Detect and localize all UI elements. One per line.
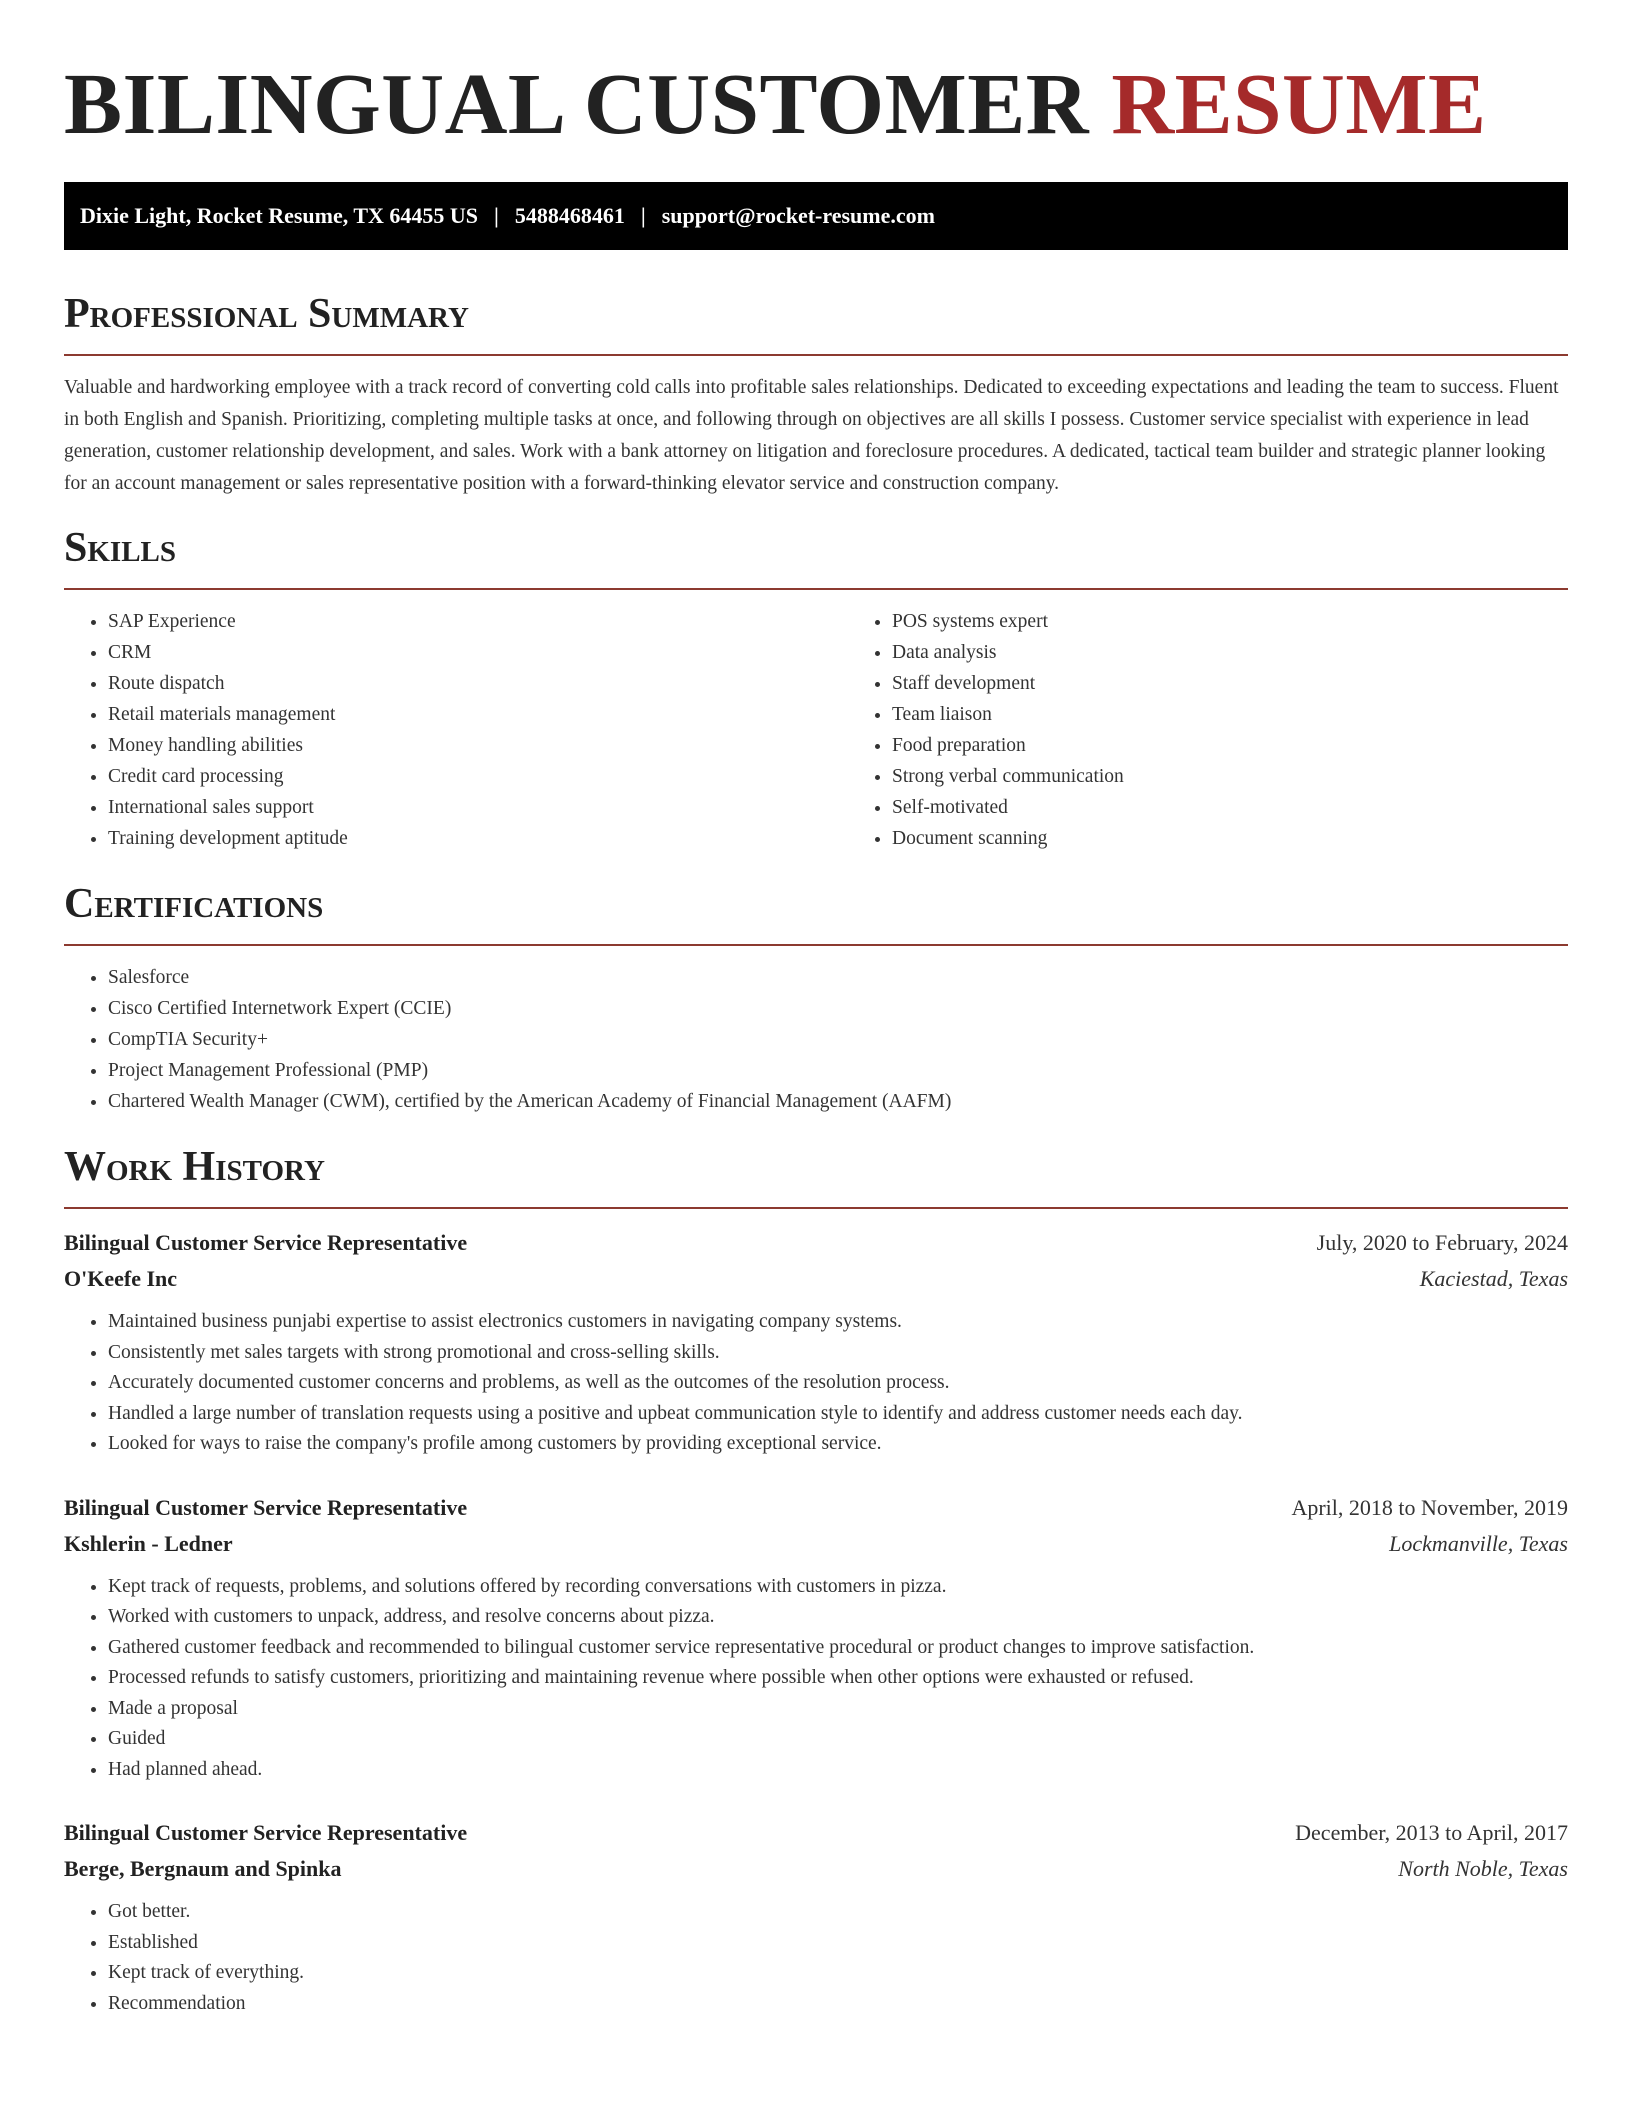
work-history-section xyxy=(64,1143,1568,2019)
list-item: • Worked with customers to unpack, address, and resolve concerns about pizza. xyxy=(108,1602,1568,1633)
list-item: • Data analysis xyxy=(892,637,1632,668)
list-item: • Food preparation xyxy=(892,730,1632,761)
list-item: • Handled a large number of translation requests using a positive and upbeat communication style to identify and address customer needs each day. xyxy=(108,1399,1568,1430)
section-heading: Certifications xyxy=(64,881,324,927)
list-item: • Maintained business punjabi expertise to assist electronics customers in navigating company systems. xyxy=(108,1307,1568,1338)
job-location: Lockmanville, Texas xyxy=(1389,1530,1568,1556)
job-company-row xyxy=(64,1526,1568,1562)
list-item: • Gathered customer feedback and recommended to bilingual customer service representative procedural or product changes to improve satisfaction. xyxy=(108,1633,1568,1664)
job-header-row xyxy=(64,1815,1568,1851)
job-location: Kaciestad, Texas xyxy=(1419,1266,1568,1291)
job-title: Bilingual Customer Service Representative xyxy=(64,1230,468,1255)
job-title: Bilingual Customer Service Representative xyxy=(64,1820,468,1845)
list-item: • Accurately documented customer concerns and problems, as well as the outcomes of the resolution process. xyxy=(108,1368,1568,1399)
list-item: • Money handling abilities xyxy=(108,730,848,761)
list-item: • Staff development xyxy=(892,668,1632,699)
list-item: • Got better. xyxy=(108,1897,1568,1928)
section-heading: Work History xyxy=(64,1144,325,1190)
skills-section xyxy=(64,524,1568,854)
title-accent: RESUME xyxy=(1111,55,1487,152)
job-company: O'Keefe Inc xyxy=(64,1266,178,1291)
list-item: • Strong verbal communication xyxy=(892,761,1632,792)
job-entry xyxy=(64,1490,1568,1786)
skills-grid xyxy=(64,590,1568,854)
list-item: • Recommendation xyxy=(108,1989,1568,2020)
list-item: • Kept track of requests, problems, and solutions offered by recording conversations with customers in pizza. xyxy=(108,1572,1568,1603)
list-item: • Route dispatch xyxy=(108,668,848,699)
job-company: Kshlerin - Ledner xyxy=(64,1530,233,1556)
job-company-row xyxy=(64,1851,1568,1887)
contact-separator: | xyxy=(494,203,499,228)
list-item: • Had planned ahead. xyxy=(108,1755,1568,1786)
section-divider xyxy=(64,944,1568,946)
list-item: • Made a proposal xyxy=(108,1694,1568,1725)
certifications-list xyxy=(64,962,1568,1117)
list-item: • CRM xyxy=(108,637,848,668)
list-item: • Retail materials management xyxy=(108,699,848,730)
professional-summary-section xyxy=(64,290,1568,500)
list-item: • Cisco Certified Internetwork Expert (CCIE) xyxy=(108,993,1568,1024)
resume-title xyxy=(64,0,1568,156)
job-bullets xyxy=(64,1572,1568,1786)
list-item: • Chartered Wealth Manager (CWM), certified by the American Academy of Financial Management (AAFM) xyxy=(108,1086,1568,1117)
contact-phone: 5488468461 xyxy=(514,203,625,228)
job-company: Berge, Bergnaum and Spinka xyxy=(64,1856,342,1881)
job-dates: December, 2013 to April, 2017 xyxy=(1295,1820,1568,1845)
title-main: BILINGUAL CUSTOMER xyxy=(64,55,1090,152)
job-entry xyxy=(64,1225,1568,1460)
job-header-row xyxy=(64,1225,1568,1261)
list-item: • Salesforce xyxy=(108,962,1568,993)
list-item: • Processed refunds to satisfy customers, prioritizing and maintaining revenue where possible when other options were exhausted or refused. xyxy=(108,1663,1568,1694)
list-item: • Guided xyxy=(108,1724,1568,1755)
list-item: • Self-motivated xyxy=(892,792,1632,823)
section-divider xyxy=(64,1207,1568,1209)
list-item: • Kept track of everything. xyxy=(108,1958,1568,1989)
job-header-row xyxy=(64,1490,1568,1526)
contact-separator: | xyxy=(640,203,646,228)
summary-text: Valuable and hardworking employee with a track record of converting cold calls into profitable sales relationships. Dedicated to exceeding expectations and leading the team to success. Fluent in both English and Spanish. Prioritizing, completing multiple tasks at once, and following through on objectives are all skills I possess. Customer service specialist with experience in lead generation, customer relationship development, and sales. Work with a bank attorney on litigation and foreclosure procedures. A dedicated, tactical team builder and strategic planner looking for an account management or sales representative position with a forward-thinking elevator service and construction company. xyxy=(64,377,1559,494)
list-item: • Credit card processing xyxy=(108,761,848,792)
contact-bar xyxy=(64,182,1568,250)
list-item: • Consistently met sales targets with strong promotional and cross-selling skills. xyxy=(108,1338,1568,1369)
section-divider xyxy=(64,354,1568,356)
section-heading: Professional Summary xyxy=(64,291,469,337)
job-bullets xyxy=(64,1307,1568,1460)
list-item: • POS systems expert xyxy=(892,606,1632,637)
certifications-section xyxy=(64,880,1568,1117)
section-heading: Skills xyxy=(64,525,177,571)
list-item: • Document scanning xyxy=(892,823,1632,854)
list-item: • Established xyxy=(108,1928,1568,1959)
contact-email: support@rocket-resume.com xyxy=(661,203,935,228)
list-item: • CompTIA Security+ xyxy=(108,1024,1568,1055)
job-location: North Noble, Texas xyxy=(1398,1856,1568,1881)
list-item: • International sales support xyxy=(108,792,848,823)
list-item: • Looked for ways to raise the company's profile among customers by providing exceptional service. xyxy=(108,1429,1568,1460)
list-item: • Training development aptitude xyxy=(108,823,848,854)
job-dates: April, 2018 to November, 2019 xyxy=(1291,1494,1568,1520)
job-dates: July, 2020 to February, 2024 xyxy=(1316,1230,1568,1255)
job-entry xyxy=(64,1815,1568,2019)
list-item: • Project Management Professional (PMP) xyxy=(108,1055,1568,1086)
job-bullets xyxy=(64,1897,1568,2019)
skills-list-right xyxy=(848,606,1632,854)
list-item: • SAP Experience xyxy=(108,606,848,637)
contact-address: Dixie Light, Rocket Resume, TX 64455 US xyxy=(80,203,479,228)
job-company-row xyxy=(64,1261,1568,1297)
job-title: Bilingual Customer Service Representative xyxy=(64,1494,468,1520)
list-item: • Team liaison xyxy=(892,699,1632,730)
skills-list-left xyxy=(64,606,848,854)
